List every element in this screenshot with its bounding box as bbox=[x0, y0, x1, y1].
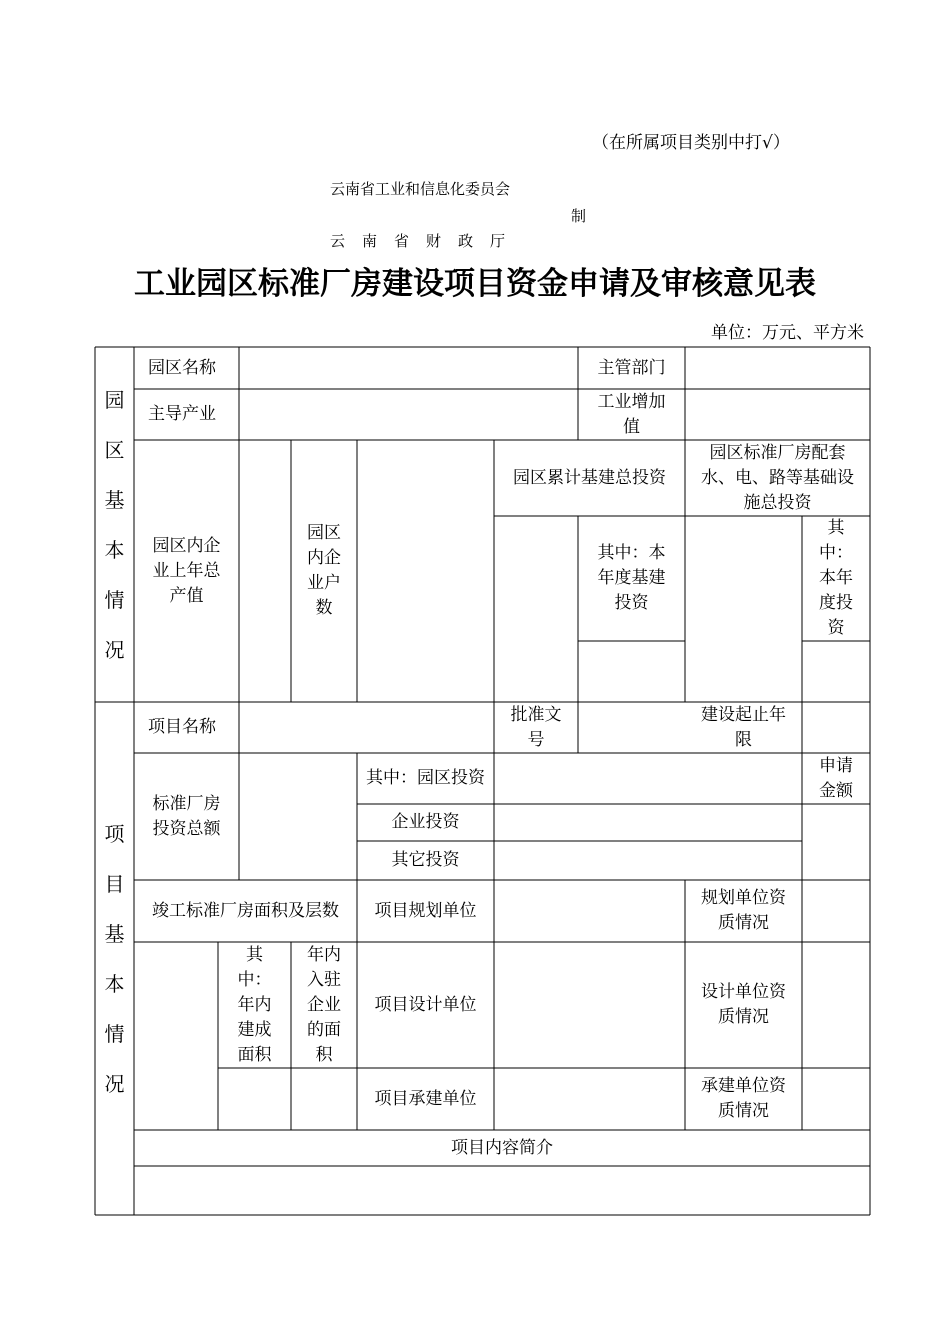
label-year-invest2 bbox=[802, 516, 870, 641]
label-build-unit: 项目承建单位 bbox=[374, 1088, 477, 1109]
label-period bbox=[685, 702, 802, 753]
build-unit-field[interactable] bbox=[494, 1068, 685, 1130]
section-project-header bbox=[95, 702, 134, 1215]
enterprise-count-field[interactable] bbox=[357, 440, 494, 702]
label-infra-invest-text: 园区标准厂房配套水、电、路等基础设施总投资 bbox=[701, 442, 854, 513]
label-output-text: 园区内企业上年总产值 bbox=[152, 535, 221, 606]
unit-note: 单位：万元、平方米 bbox=[711, 323, 864, 343]
label-year-invest bbox=[578, 516, 685, 641]
label-project-name: 项目名称 bbox=[148, 717, 216, 737]
label-other-invest: 其它投资 bbox=[391, 850, 460, 870]
year-invest-field[interactable] bbox=[578, 641, 685, 702]
label-park-name: 园区名称 bbox=[148, 357, 216, 378]
dept-field[interactable] bbox=[685, 347, 870, 389]
label-park-invest-text: 其中：园区投资 bbox=[366, 768, 485, 788]
infra-invest-field[interactable] bbox=[685, 516, 802, 702]
label-park-invest bbox=[357, 753, 494, 804]
section-park-header bbox=[95, 347, 134, 702]
industry-field[interactable] bbox=[239, 389, 578, 440]
label-total-invest-text: 标准厂房投资总额 bbox=[152, 793, 221, 839]
label-design-qual-text: 设计单位资质情况 bbox=[701, 982, 786, 1027]
label-area-floors bbox=[134, 880, 357, 942]
label-year-invest-text: 其中：本年度基建投资 bbox=[597, 543, 666, 613]
total-invest-field[interactable] bbox=[239, 753, 357, 880]
approval-no-field[interactable] bbox=[578, 702, 685, 753]
label-total-invest bbox=[134, 753, 239, 880]
area-floors-field[interactable] bbox=[134, 942, 218, 1130]
period-field[interactable] bbox=[802, 702, 870, 753]
label-apply-amount bbox=[802, 753, 870, 804]
label-year-invest2-text: 其中：本年度投资 bbox=[819, 518, 853, 638]
label-corp-invest: 企业投资 bbox=[391, 812, 460, 832]
checkmark-instruction: （在所属项目类别中打√） bbox=[592, 133, 790, 153]
settled-area-field[interactable] bbox=[291, 1068, 357, 1130]
label-period-text: 建设起止年限 bbox=[701, 704, 786, 750]
label-cum-invest: 园区累计基建总投资 bbox=[513, 467, 666, 488]
label-plan-qual-text: 规划单位资质情况 bbox=[701, 888, 786, 933]
label-plan-unit: 项目规划单位 bbox=[374, 900, 477, 921]
build-qual-field[interactable] bbox=[802, 1068, 870, 1130]
label-build-qual-text: 承建单位资质情况 bbox=[701, 1076, 786, 1121]
label-approval-no-text: 批准文号 bbox=[510, 704, 562, 750]
label-design-qual bbox=[685, 942, 802, 1068]
label-plan-qual bbox=[685, 880, 802, 942]
label-settled-area-text: 年内入驻企业的面积 bbox=[307, 944, 341, 1065]
label-enterprise-count-text: 园区内企业户数 bbox=[307, 523, 341, 618]
design-unit-field[interactable] bbox=[494, 942, 685, 1068]
cum-invest-field[interactable] bbox=[494, 516, 578, 702]
label-design-unit: 项目设计单位 bbox=[374, 994, 477, 1015]
issuer-made-mark: 制 bbox=[571, 207, 587, 225]
section-park-label: 园区基本情况 bbox=[104, 387, 125, 662]
label-summary: 项目内容简介 bbox=[451, 1137, 553, 1158]
label-dept: 主管部门 bbox=[597, 357, 666, 378]
label-build-qual bbox=[685, 1068, 802, 1130]
label-added-value bbox=[578, 389, 685, 440]
output-field[interactable] bbox=[239, 440, 291, 702]
section-project-label: 项目基本情况 bbox=[104, 821, 125, 1096]
apply-amount-field[interactable] bbox=[802, 804, 870, 880]
label-industry: 主导产业 bbox=[148, 404, 216, 424]
form-title: 工业园区标准厂房建设项目资金申请及审核意见表 bbox=[134, 266, 816, 302]
project-name-field[interactable] bbox=[239, 702, 494, 753]
corp-invest-field[interactable] bbox=[494, 804, 802, 841]
added-value-field[interactable] bbox=[685, 389, 870, 440]
summary-field[interactable] bbox=[134, 1166, 870, 1215]
label-settled-area bbox=[291, 942, 357, 1068]
plan-unit-field[interactable] bbox=[494, 880, 685, 942]
design-qual-field[interactable] bbox=[802, 942, 870, 1068]
park-name-field[interactable] bbox=[239, 347, 578, 389]
label-output bbox=[134, 440, 239, 702]
label-added-value-text: 工业增加值 bbox=[597, 391, 666, 437]
built-area-field[interactable] bbox=[218, 1068, 291, 1130]
label-infra-invest bbox=[685, 440, 870, 516]
issuer-industry-committee: 云南省工业和信息化委员会 bbox=[330, 180, 511, 198]
label-built-area-text: 其中：年内建成面积 bbox=[237, 944, 272, 1065]
label-approval-no bbox=[494, 702, 578, 753]
issuer-finance-dept: 云南省财政厅 bbox=[330, 232, 523, 250]
label-built-area bbox=[218, 942, 291, 1068]
other-invest-field[interactable] bbox=[494, 841, 802, 880]
plan-qual-field[interactable] bbox=[802, 880, 870, 942]
label-apply-amount-text: 申请金额 bbox=[819, 755, 853, 801]
label-enterprise-count bbox=[291, 440, 357, 702]
year-invest2-field[interactable] bbox=[802, 641, 870, 702]
park-invest-field[interactable] bbox=[494, 753, 802, 804]
label-area-floors-text: 竣工标准厂房面积及层数 bbox=[152, 900, 339, 921]
